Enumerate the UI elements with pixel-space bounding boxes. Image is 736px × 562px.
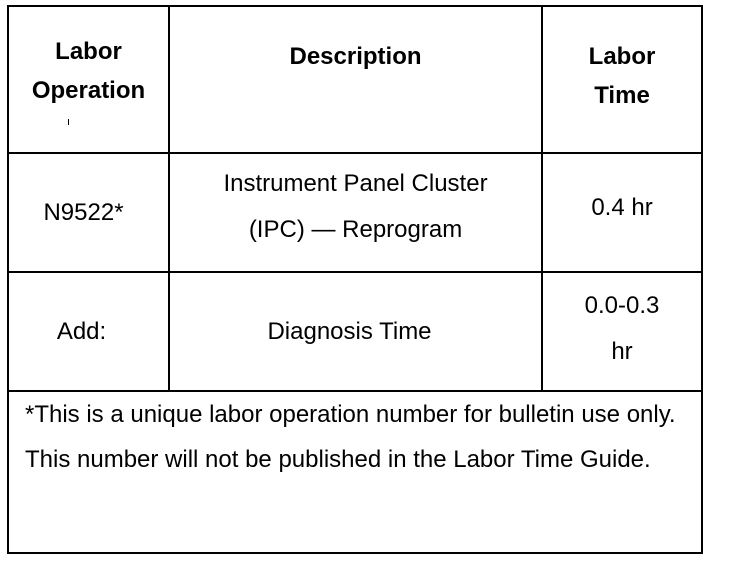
stray-mark	[68, 119, 69, 125]
row-1-operation	[9, 154, 168, 271]
row-2-operation-value: Add:	[56, 317, 107, 345]
row-2-description	[170, 273, 541, 390]
row-1-operation-value: N9522*	[43, 198, 124, 226]
header-labor-operation-label: Labor Operation	[31, 37, 146, 104]
row-2-operation	[9, 273, 168, 390]
row-2-time	[543, 273, 701, 390]
labor-time-table	[7, 5, 703, 554]
row-2-time-value: 0.0-0.3 hr	[584, 291, 660, 365]
row-1-description	[170, 154, 541, 271]
row-1-time	[543, 154, 701, 271]
header-labor-operation	[9, 7, 168, 152]
header-labor-time-label: Labor Time	[588, 42, 656, 109]
header-description-label: Description	[289, 43, 422, 70]
row-1-time-value: 0.4 hr	[591, 193, 653, 221]
footnote: *This is a unique labor operation number for bulletin use only. This number will not be published in the Labor Time Guide.	[25, 401, 676, 473]
header-labor-time	[543, 7, 701, 152]
header-description	[170, 7, 541, 152]
row-1-description-value: Instrument Panel Cluster (IPC) — Reprogram	[223, 169, 488, 243]
row-2-description-value: Diagnosis Time	[267, 317, 432, 345]
